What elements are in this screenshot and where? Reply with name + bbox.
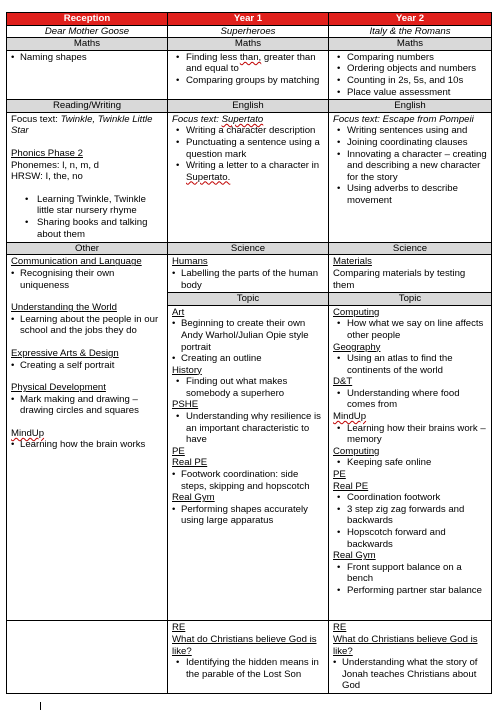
- phonemes: Phonemes: l, n, m, d: [11, 159, 99, 171]
- year1-header: Year 1: [168, 13, 329, 26]
- year1-english: [168, 112, 329, 242]
- focus-text: Focus text: Escape from Pompeii: [333, 113, 474, 125]
- year1-maths: [168, 50, 329, 99]
- section-title: Real Gym: [172, 492, 215, 504]
- section-title: PE: [333, 469, 346, 481]
- year2-theme: Italy & the Romans: [329, 25, 492, 38]
- list-item: • Learning about the people in our school and the jobs they do: [11, 314, 163, 337]
- list-item: • Performing partner star balance: [333, 585, 487, 597]
- list-item: • Beginning to create their own Andy Warhol/Julian Opie style portrait: [172, 318, 324, 353]
- theme-row: [7, 25, 492, 38]
- list-item: • Hopscotch forward and backwards: [333, 527, 487, 550]
- section-title: Humans: [172, 256, 208, 268]
- other-row: [7, 255, 492, 621]
- list-item: • Footwork coordination: side steps, skipping and hopscotch: [172, 469, 324, 492]
- list-item: • Keeping safe online: [333, 457, 487, 469]
- year1-science-topic: [168, 255, 329, 621]
- list-item: • Ordering objects and numbers: [333, 63, 487, 75]
- section-title: RE: [333, 622, 347, 634]
- list-item: • Writing a character description: [172, 125, 324, 137]
- list-item: • Creating an outline: [172, 353, 324, 365]
- reception-theme: Dear Mother Goose: [7, 25, 168, 38]
- list-item: • Writing a letter to a character in Supertato.: [172, 160, 324, 183]
- list-item: • How what we say on line affects other people: [333, 318, 487, 341]
- list-item: • Using an atlas to find the continents of the world: [333, 353, 487, 376]
- english-row: [7, 112, 492, 242]
- list-item: • Coordination footwork: [333, 492, 487, 504]
- maths-header: Maths: [7, 38, 168, 51]
- section-title: Physical Development: [11, 382, 106, 394]
- section-title: Real PE: [172, 457, 208, 469]
- reception-header: Reception: [7, 13, 168, 26]
- list-item: • Understanding where food comes from: [333, 388, 487, 411]
- list-item: • Front support balance on a bench: [333, 562, 487, 585]
- science-text: Comparing materials by testing them: [333, 267, 466, 291]
- section-title: Geography: [333, 341, 381, 353]
- list-item: • Learning how their brains work – memory: [333, 423, 487, 446]
- other-header: Other: [7, 242, 168, 255]
- list-item: • Place value assessment: [333, 87, 487, 99]
- curriculum-table: [6, 12, 492, 694]
- list-item: • Finding less than, greater than and equal to: [172, 52, 324, 75]
- list-item: • Naming shapes: [11, 52, 163, 64]
- re-question: What do Christians believe God is like?: [333, 633, 478, 657]
- year1-theme: Superheroes: [168, 25, 329, 38]
- list-item: • Counting in 2s, 5s, and 10s: [333, 75, 487, 87]
- list-item: • Finding out what makes somebody a superhero: [172, 376, 324, 399]
- list-item: • Understanding what the story of Jonah teaches Christians about God: [333, 657, 487, 692]
- reception-maths: [7, 50, 168, 99]
- page-edge-mark: [40, 702, 41, 710]
- english-header: English: [329, 100, 492, 113]
- science-header: Science: [168, 242, 329, 255]
- reception-re: [7, 621, 168, 694]
- reading-writing-header: Reading/Writing: [7, 100, 168, 113]
- maths-header-row: [7, 38, 492, 51]
- section-title: History: [172, 364, 202, 376]
- list-item: • Sharing books and talking about them: [11, 217, 163, 240]
- section-title: Materials: [333, 256, 372, 268]
- list-item: • Mark making and drawing – drawing circles and squares: [11, 394, 163, 417]
- year1-re: [168, 621, 329, 694]
- hrsw: HRSW: I, the, no: [11, 171, 83, 183]
- other-header-row: [7, 242, 492, 255]
- re-row: [7, 621, 492, 694]
- section-title: Computing: [333, 306, 380, 318]
- list-item: • 3 step zig zag forwards and backwards: [333, 504, 487, 527]
- list-item: • Understanding why resilience is an important characteristic to have: [172, 411, 324, 446]
- topic-header: Topic: [168, 292, 328, 306]
- focus-text: Focus text: Supertato: [172, 113, 264, 125]
- re-question: What do Christians believe God is like?: [172, 633, 317, 657]
- focus-text: Focus text: Twinkle, Twinkle Little Star: [11, 113, 153, 137]
- section-title: RE: [172, 622, 186, 634]
- section-title: PE: [172, 445, 185, 457]
- list-item: • Punctuating a sentence using a question mark: [172, 137, 324, 160]
- year-header-row: [7, 13, 492, 26]
- section-title: Real PE: [333, 480, 369, 492]
- list-item: • Learning Twinkle, Twinkle little star nursery rhyme: [11, 194, 163, 217]
- english-header-row: [7, 100, 492, 113]
- section-title: MindUp: [11, 427, 45, 439]
- list-item: • Performing shapes accurately using large apparatus: [172, 504, 324, 527]
- section-title: Real Gym: [333, 550, 376, 562]
- list-item: • Using adverbs to describe movement: [333, 183, 487, 206]
- science-header: Science: [329, 242, 492, 255]
- list-item: • Comparing groups by matching: [172, 75, 324, 87]
- list-item: • Innovating a character – creating and describing a new character for the story: [333, 149, 487, 184]
- list-item: • Creating a self portrait: [11, 360, 163, 372]
- maths-row: [7, 50, 492, 99]
- year2-header: Year 2: [329, 13, 492, 26]
- section-title: D&T: [333, 376, 353, 388]
- list-item: • Joining coordinating clauses: [333, 137, 487, 149]
- section-title: Art: [172, 306, 185, 318]
- list-item: • Learning how the brain works: [11, 439, 163, 451]
- list-item: • Comparing numbers: [333, 52, 487, 64]
- reception-english: [7, 112, 168, 242]
- section-title: PSHE: [172, 399, 199, 411]
- year2-maths: [329, 50, 492, 99]
- section-title: Computing: [333, 445, 380, 457]
- section-title: MindUp: [333, 411, 367, 423]
- list-item: • Writing sentences using and: [333, 125, 487, 137]
- phonics-title: Phonics Phase 2: [11, 147, 83, 159]
- list-item: • Recognising their own uniqueness: [11, 268, 163, 291]
- year2-english: [329, 112, 492, 242]
- section-title: Expressive Arts & Design: [11, 347, 119, 359]
- list-item: • Identifying the hidden means in the parable of the Lost Son: [172, 657, 324, 680]
- maths-header: Maths: [329, 38, 492, 51]
- maths-header: Maths: [168, 38, 329, 51]
- topic-header: Topic: [329, 292, 491, 306]
- reception-other: [7, 255, 168, 621]
- section-title: Understanding the World: [11, 302, 117, 314]
- english-header: English: [168, 100, 329, 113]
- year2-re: [329, 621, 492, 694]
- list-item: • Labelling the parts of the human body: [172, 268, 324, 291]
- section-title: Communication and Language: [11, 256, 142, 268]
- year2-science-topic: [329, 255, 492, 621]
